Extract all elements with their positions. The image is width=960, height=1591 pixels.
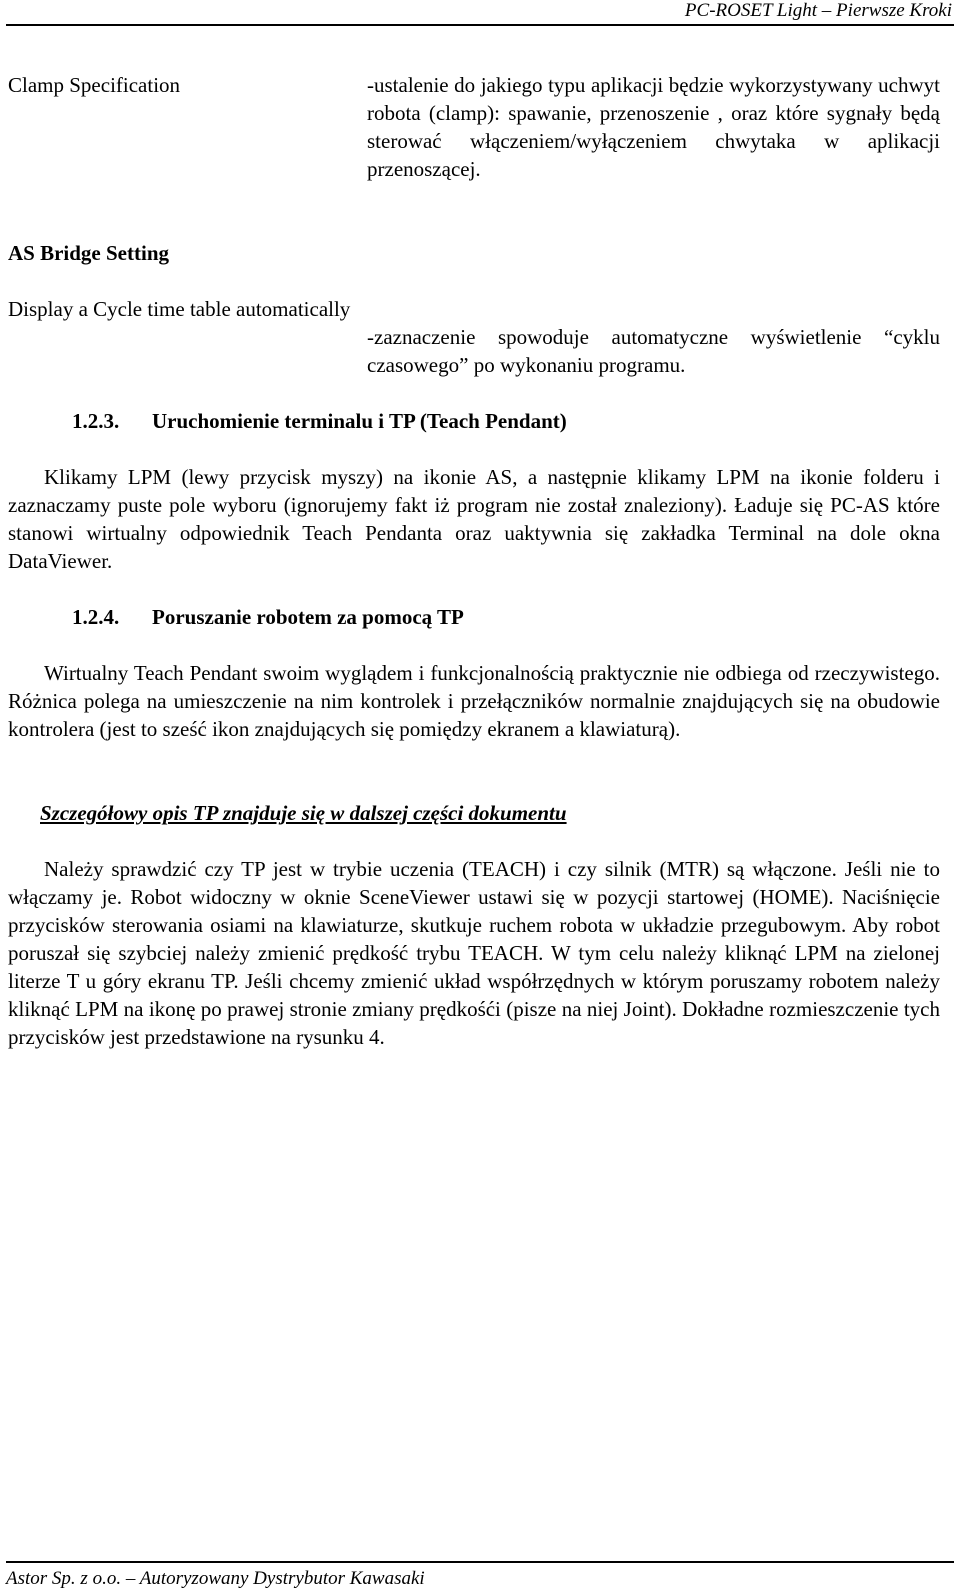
clamp-term: Clamp Specification: [8, 73, 181, 97]
section-123-heading: [72, 407, 567, 435]
as-bridge-heading: AS Bridge Setting: [8, 241, 170, 265]
section-123-number: 1.2.3.: [72, 409, 120, 433]
header-divider: [6, 24, 954, 26]
section-123-title: Uruchomienie terminalu i TP (Teach Pendant): [152, 409, 567, 433]
section-124-heading: [72, 603, 464, 631]
tp-details-note: Szczegółowy opis TP znajduje się w dalszej części dokumentu: [40, 801, 567, 825]
cycle-term: Display a Cycle time table automatically: [8, 297, 351, 321]
page-header-title: PC-ROSET Light – Pierwsze Kroki: [684, 0, 952, 21]
page-footer-text: Astor Sp. z o.o. – Autoryzowany Dystrybutor Kawasaki: [6, 1568, 425, 1589]
section-124-paragraph-2: Należy sprawdzić czy TP jest w trybie uczenia (TEACH) i czy silnik (MTR) są włączone. Jeśli nie to włączamy je. Robot widoczny w oknie SceneViewer ustawi się w pozycji startowej (HOME). Naciśnięcie przycisków sterowania osiami na klawiaturze, skutkuje ruchem robota w układzie przegubowym. Aby robot poruszał się szybciej należy zmienić prędkość trybu TEACH. W tym celu należy kliknąć LPM na zielonej literze T u góry ekranu TP. Jeśli chcemy zmienić układ współrzędnych w którym poruszamy robotem należy kliknąć LPM na ikonę po prawej stronie zmiany prędkośći (pisze na niej Joint). Dokładne rozmieszczenie tych przycisków jest przedstawione na rysunku 4.: [8, 857, 940, 1049]
footer-divider: [6, 1561, 954, 1563]
section-124-paragraph: Wirtualny Teach Pendant swoim wyglądem i funkcjonalnością praktycznie nie odbiega od rzeczywistego. Różnica polega na umieszczenie na nim kontrolek i przełączników normalnie znajdujących się na obudowie kontrolera (jest to sześć ikon znajdujących się pomiędzy ekranem a klawiaturą).: [8, 661, 940, 741]
clamp-description: -ustalenie do jakiego typu aplikacji będzie wykorzystywany uchwyt robota (clamp): spawanie, przenoszenie , oraz które sygnały będą sterować włączeniem/wyłączeniem chwytaka w aplikacji przenoszącej.: [367, 73, 940, 181]
cycle-description: -zaznaczenie spowoduje automatyczne wyświetlenie “cyklu czasowego” po wykonaniu programu.: [367, 325, 940, 377]
section-124-title: Poruszanie robotem za pomocą TP: [152, 605, 464, 629]
section-123-paragraph: Klikamy LPM (lewy przycisk myszy) na ikonie AS, a następnie klikamy LPM na ikonie folderu i zaznaczamy puste pole wyboru (ignorujemy fakt iż program nie został znaleziony). Ładuje się PC-AS które stanowi wirtualny odpowiednik Teach Pendanta oraz uaktywnia się zakładka Terminal na dole okna DataViewer.: [8, 465, 940, 573]
section-124-number: 1.2.4.: [72, 605, 120, 629]
